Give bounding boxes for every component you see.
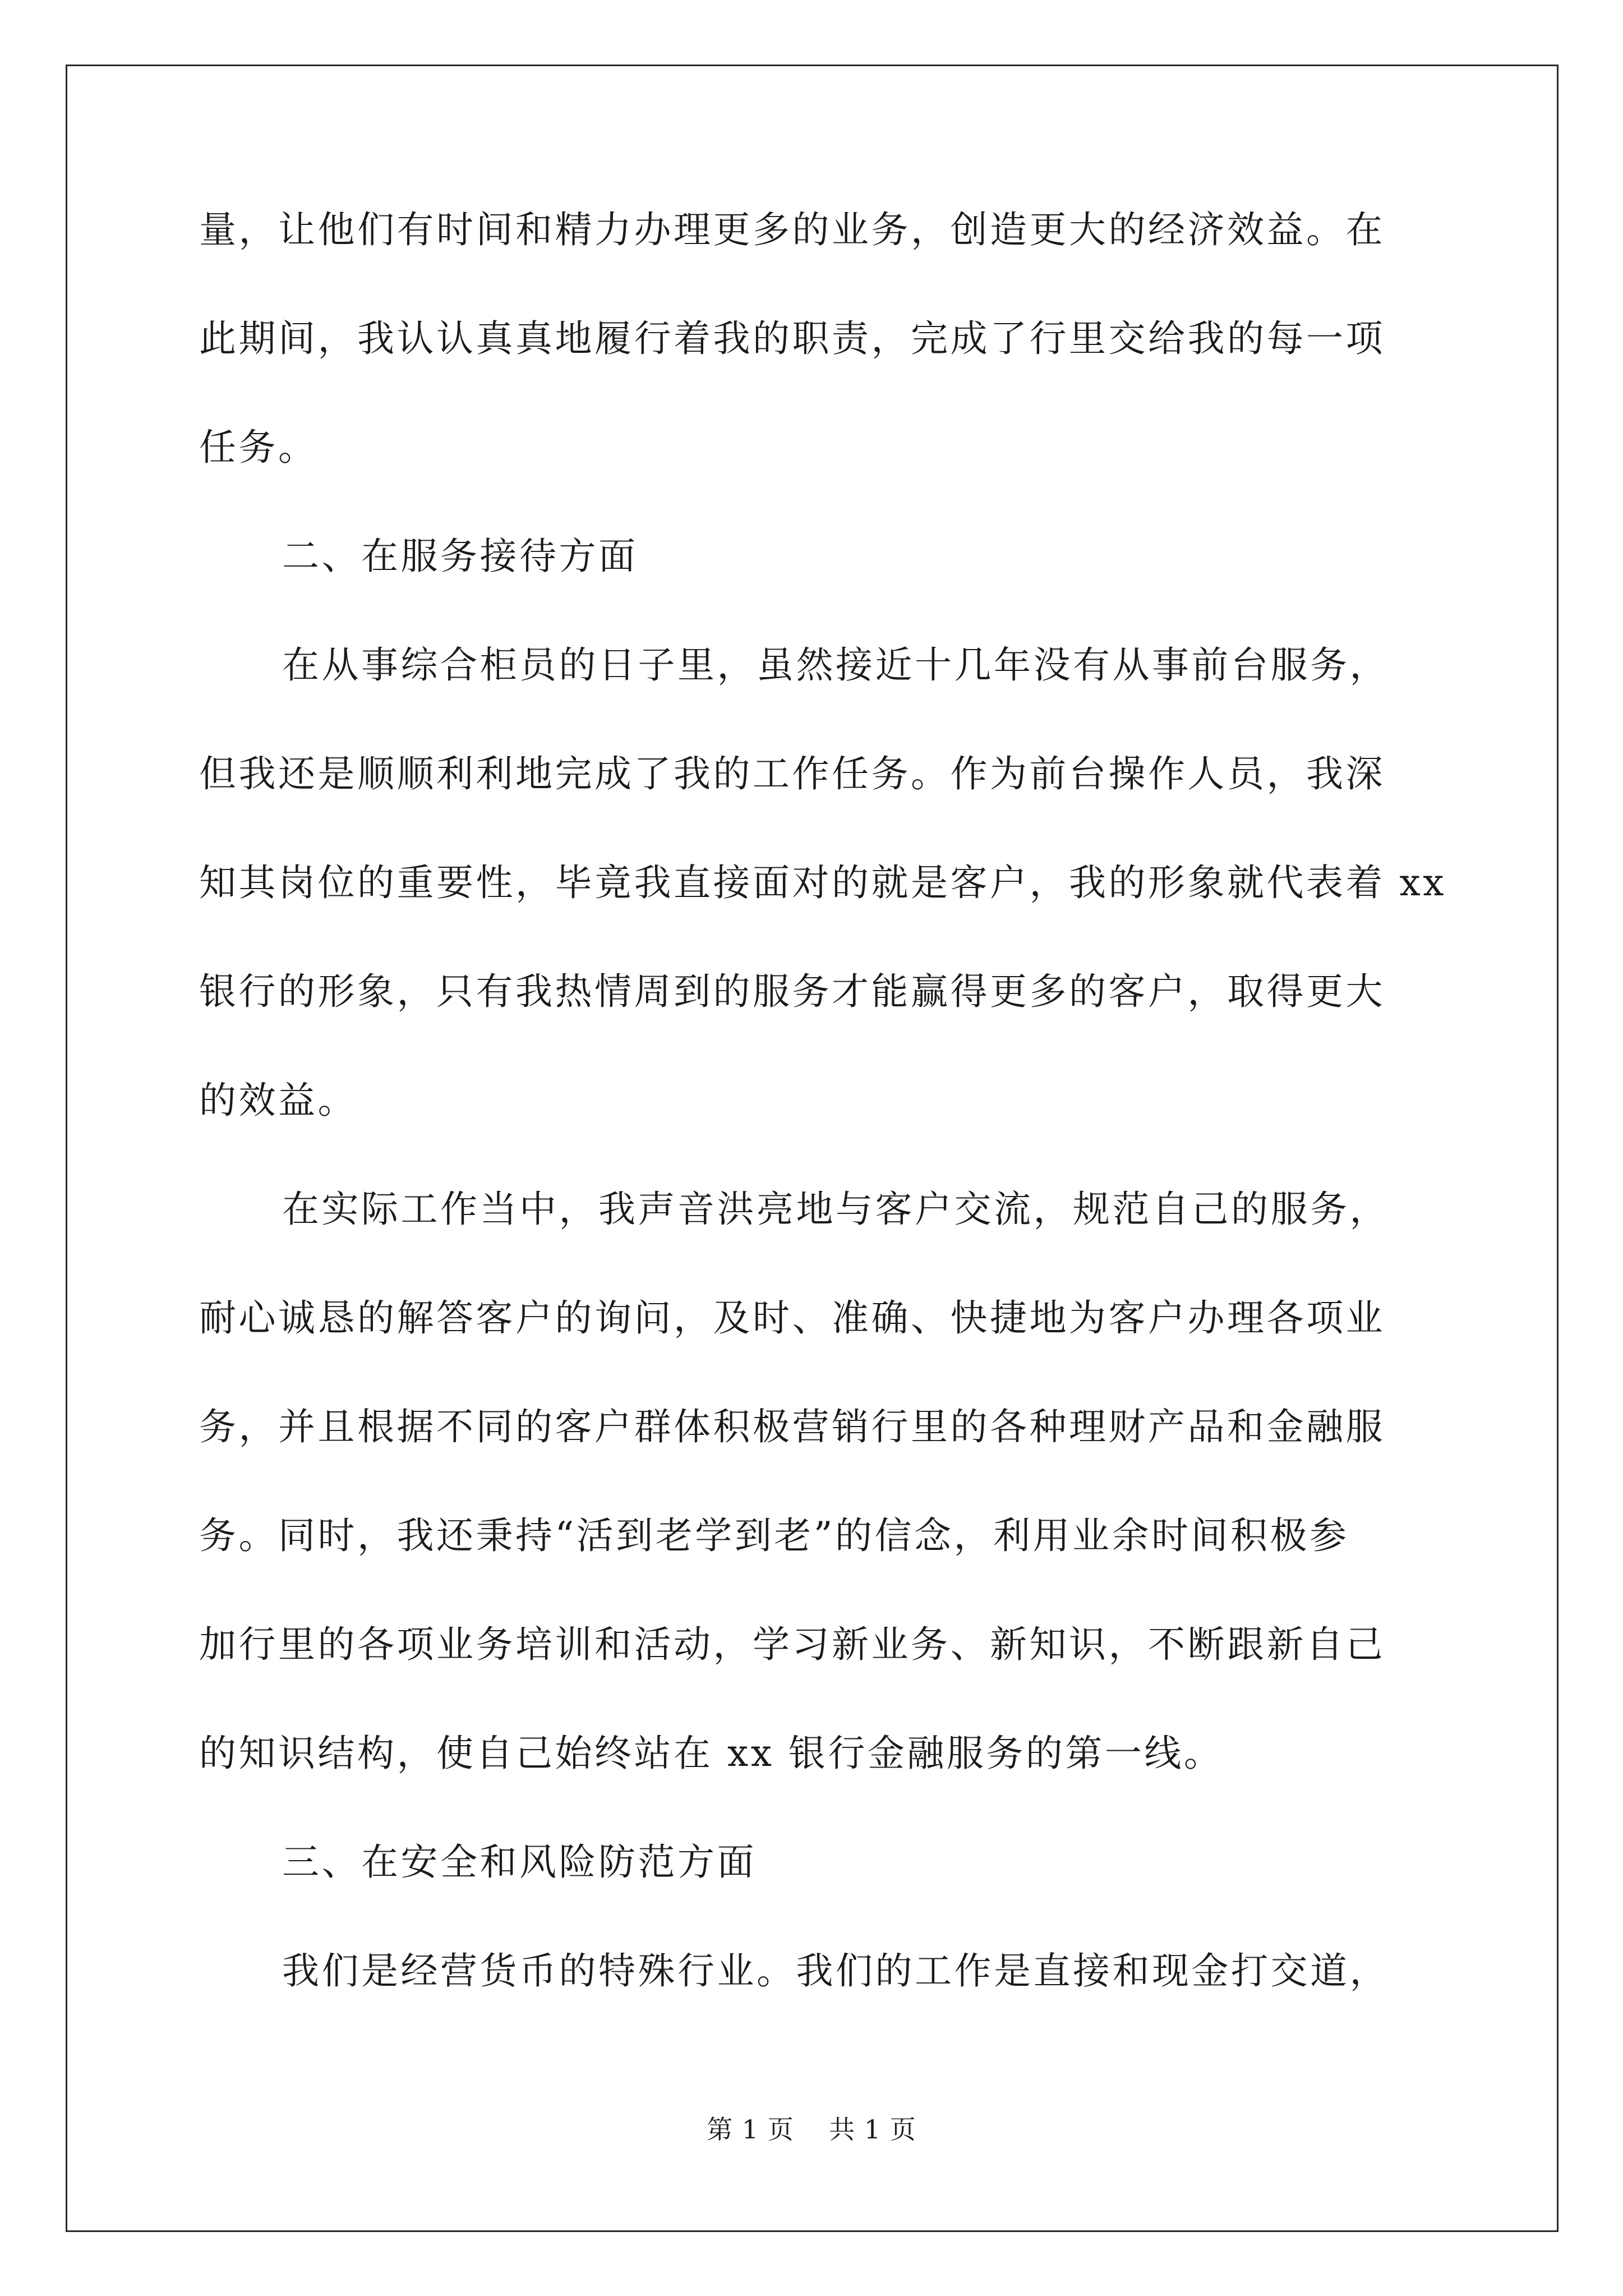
paragraph-line: 务，并且根据不同的客户群体积极营销行里的各种理财产品和金融服 — [199, 1405, 1385, 1448]
paragraph-line: 我们是经营货币的特殊行业。我们的工作是直接和现金打交道， — [282, 1949, 1389, 1993]
paragraph-line: 务。同时，我还秉持“活到老学到老”的信念，利用业余时间积极参 — [199, 1514, 1349, 1557]
paragraph-line: 的效益。 — [199, 1079, 357, 1122]
paragraph-line: 量，让他们有时间和精力办理更多的业务，创造更大的经济效益。在 — [199, 208, 1385, 251]
paragraph-line: 在实际工作当中，我声音洪亮地与客户交流，规范自己的服务， — [282, 1188, 1389, 1231]
paragraph-line: 在从事综合柜员的日子里，虽然接近十几年没有从事前台服务， — [282, 643, 1389, 687]
paragraph-line: 银行的形象，只有我热情周到的服务才能赢得更多的客户，取得更大 — [199, 970, 1385, 1013]
paragraph-line: 但我还是顺顺利利地完成了我的工作任务。作为前台操作人员，我深 — [199, 752, 1385, 795]
paragraph-line: 耐心诚恳的解答客户的询问，及时、准确、快捷地为客户办理各项业 — [199, 1296, 1385, 1340]
paragraph-line: 加行里的各项业务培训和活动，学习新业务、新知识，不断跟新自己 — [199, 1623, 1385, 1666]
section-heading: 二、在服务接待方面 — [282, 535, 638, 578]
paragraph-line: 此期间，我认认真真地履行着我的职责，完成了行里交给我的每一项 — [199, 317, 1385, 360]
paragraph-line: 知其岗位的重要性，毕竟我直接面对的就是客户，我的形象就代表着 xx — [199, 861, 1446, 904]
page-footer: 第 1 页 共 1 页 — [707, 2114, 916, 2145]
paragraph-line: 的知识结构，使自己始终站在 xx 银行金融服务的第一线。 — [199, 1732, 1224, 1775]
page-border — [66, 65, 1559, 2232]
section-heading: 三、在安全和风险防范方面 — [282, 1841, 757, 1884]
paragraph-line: 任务。 — [199, 426, 318, 469]
